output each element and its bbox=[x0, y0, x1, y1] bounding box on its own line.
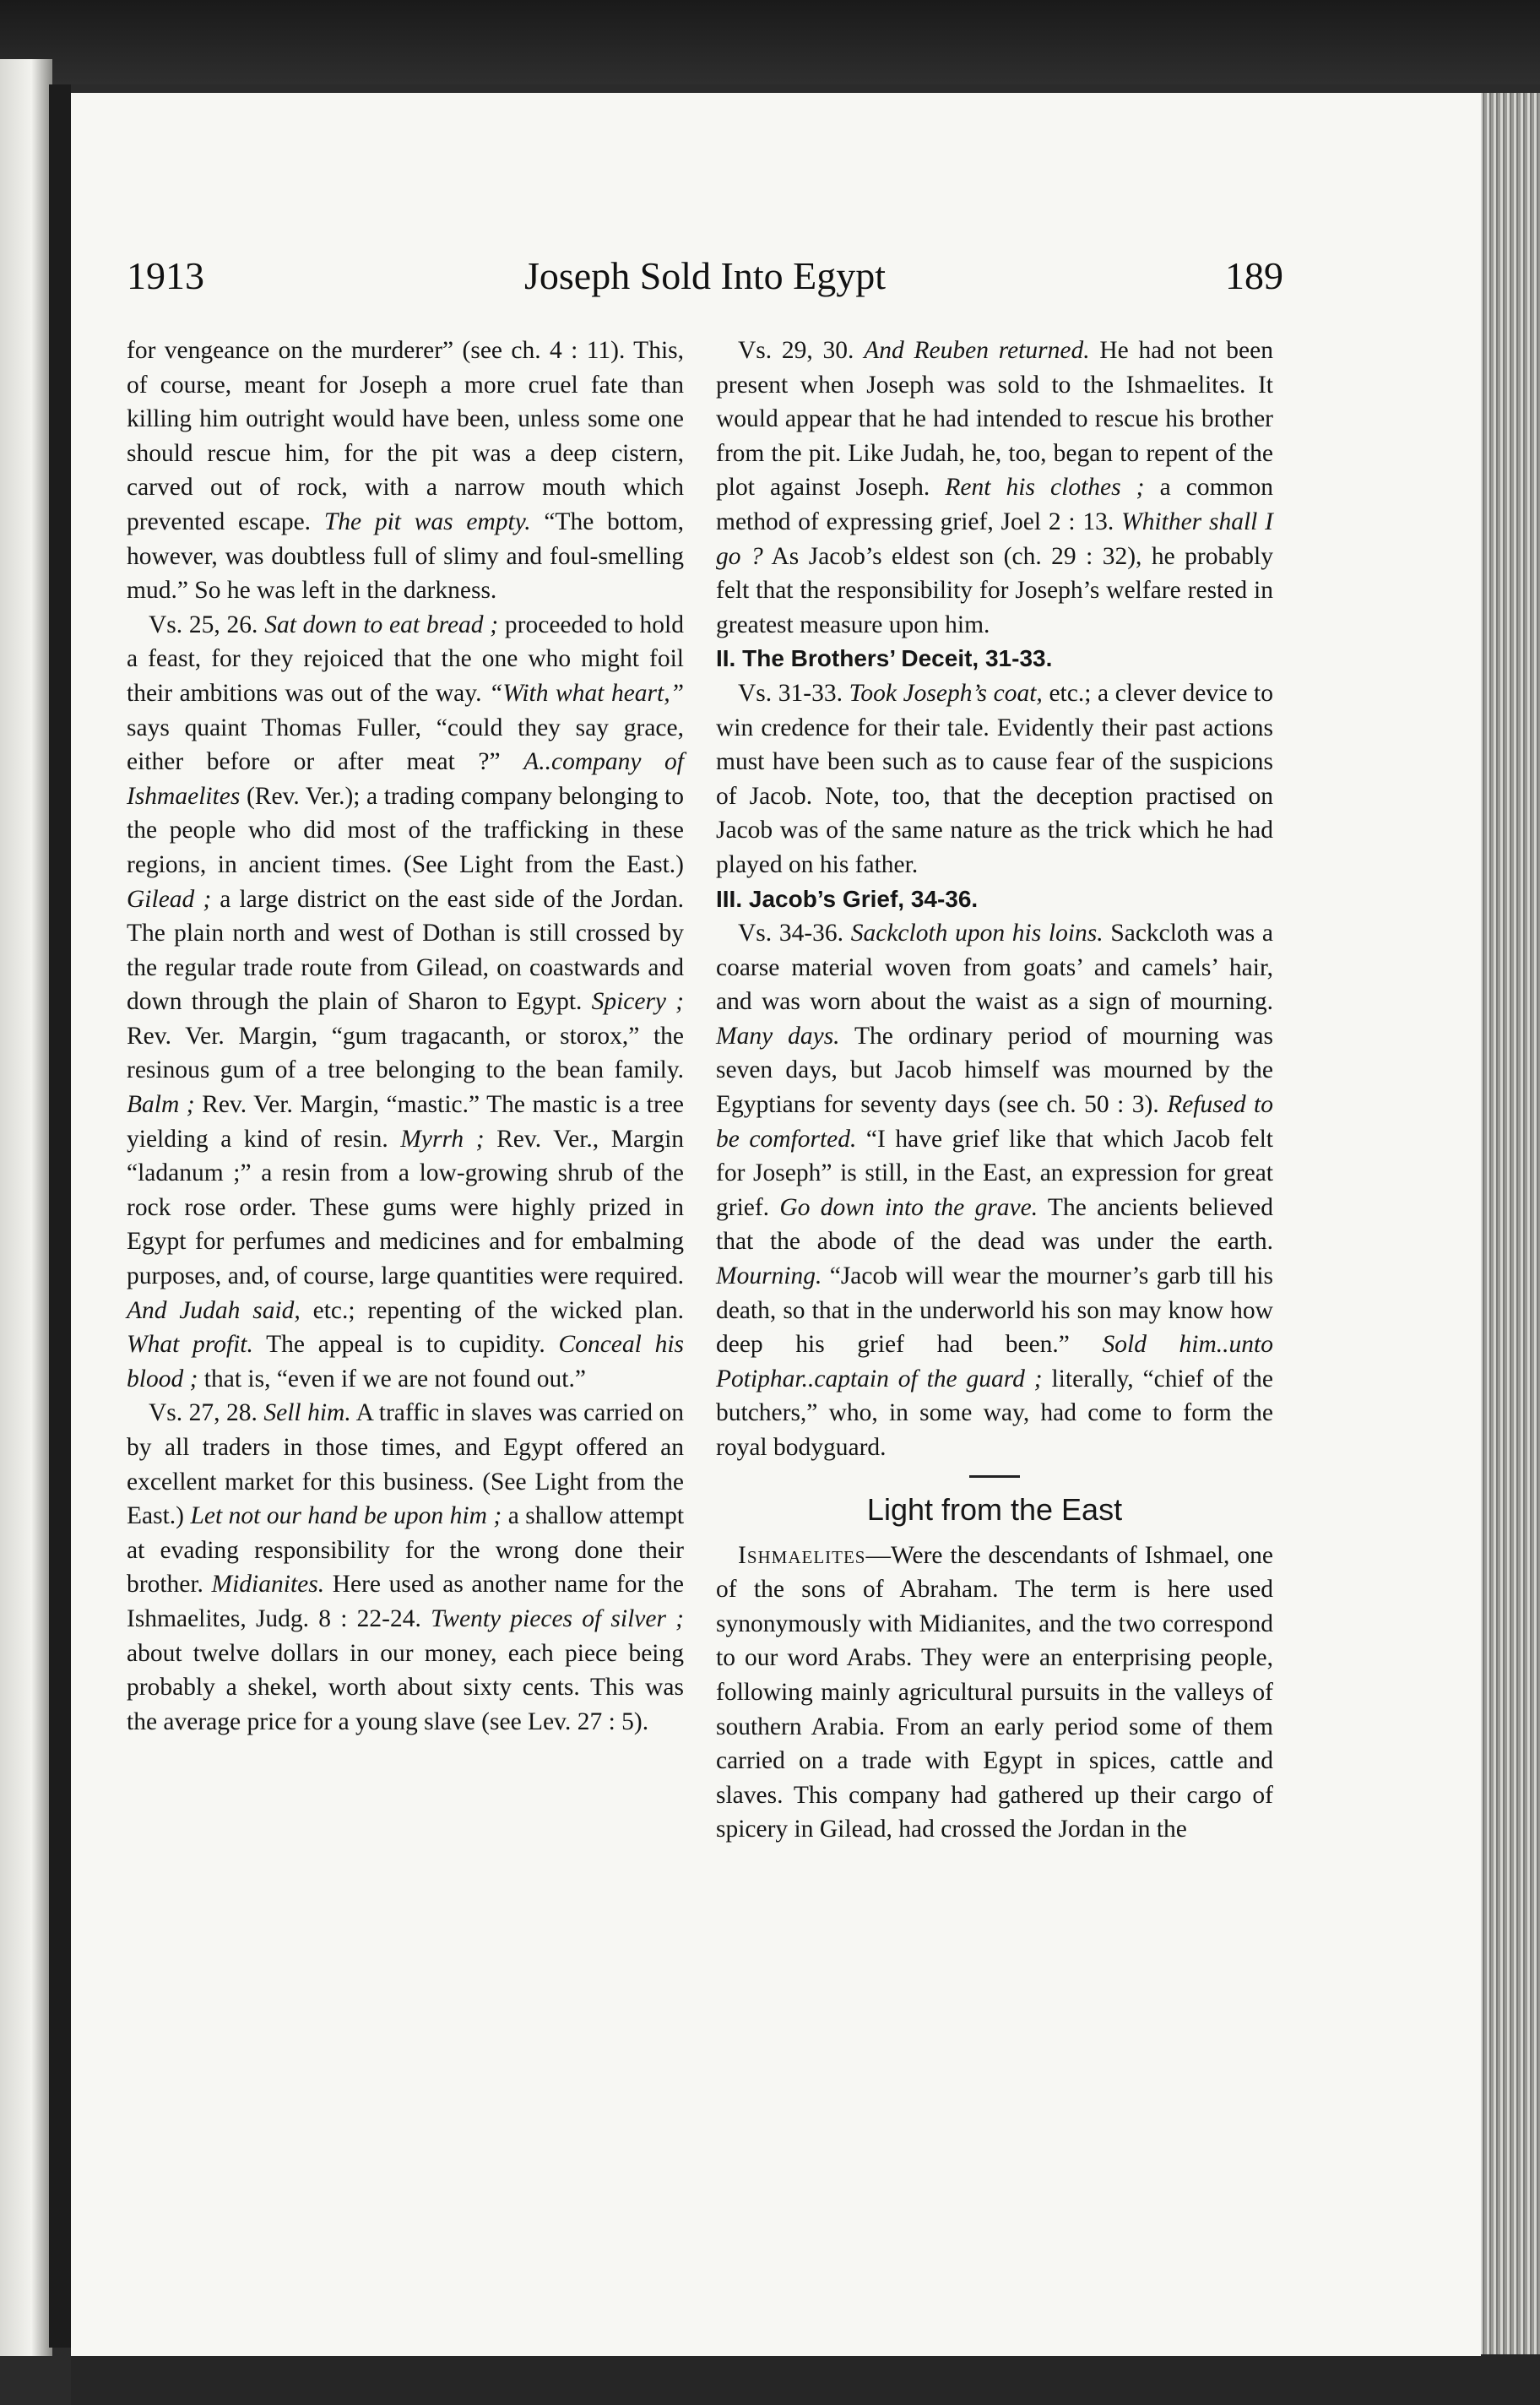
page-title: Joseph Sold Into Egypt bbox=[523, 254, 887, 297]
section-heading-brothers-deceit: II. The Brothers’ Deceit, 31-33. bbox=[716, 645, 1053, 672]
paragraph-vs-34-36: Vs. 34-36. Sackcloth upon his loins. Sackcloth was a coarse material woven from goats’ and camels’ hair, and was worn about the waist as a sign of mourning. Many days. The ordinary period of mourning was seven days, but Jacob himself was mourned by the Egyptians for seventy days (see ch. 50 : 3). Refused to be comforted. “I have grief like that which Jacob felt for Joseph” is still, in the East, an expression for great grief. Go down into the grave. The ancients believed that the abode of the dead was under the earth. Mourning. “Jacob will wear the mourner’s garb till his death, so that in the underworld his son may know how deep his grief had been.” Sold him..unto Potiphar..captain of the guard ; literally, “chief of the butchers,” who, in some way, had come to form the royal bodyguard. bbox=[716, 920, 1274, 1461]
section-heading-jacobs-grief: III. Jacob’s Grief, 34-36. bbox=[716, 885, 979, 912]
section-title-light-from-the-east: Light from the East bbox=[866, 1491, 1123, 1527]
scan-background-bottom bbox=[71, 2354, 1540, 2405]
running-header bbox=[127, 253, 1283, 312]
header-year: 1913 bbox=[127, 254, 204, 297]
paragraph-vs-29-30: Vs. 29, 30. And Reuben returned. He had not been present when Joseph was sold to the Ishmaelites. It would appear that he had intended to rescue his brother from the pit. Like Judah, he, too, began to repent of the plot against Joseph. Rent his clothes ; a common method of expressing grief, Joel 2 : 13. Whither shall I go ? As Jacob’s eldest son (ch. 29 : 32), he probably felt that the responsibility for Joseph’s welfare rested in greatest measure upon him. bbox=[716, 337, 1274, 638]
left-column bbox=[127, 334, 684, 1739]
scan-background-top bbox=[0, 0, 1540, 84]
book-gutter-shadow bbox=[49, 84, 71, 2348]
paragraph-vs-27-28: Vs. 27, 28. Sell him. A traffic in slaves was carried on by all traders in those times, and Egypt offered an excellent market for this business. (See Light from the East.) Let not our hand be upon him ; a shallow attempt at evading responsibility for the wrong done their brother. Midianites. Here used as another name for the Ishmaelites, Judg. 8 : 22-24. Twenty pieces of silver ; about twelve dollars in our money, each piece being probably a shekel, worth about sixty cents. This was the average price for a young slave (see Lev. 27 : 5). bbox=[127, 1399, 685, 1735]
paragraph-vs-31-33: Vs. 31-33. Took Joseph’s coat, etc.; a clever device to win credence for their tale. Evidently their past actions must have been such as to cause fear of the suspicions of Jacob. Note, too, that the deception practised on Jacob was of the same nature as the trick which he had played on his father. bbox=[716, 679, 1274, 878]
paragraph-ishmaelites: Ishmaelites—Were the descendants of Ishmael, one of the sons of Abraham. The term is here used synonymously with Midianites, and the two correspond to our word Arabs. They were an enterprising people, following mainly agricultural pursuits in the valleys of southern Arabia. From an early period some of them carried on a trade with Egypt in spices, cattle and slaves. This company had gathered up their cargo of spicery in Gilead, had crossed the Jordan in the bbox=[716, 1541, 1273, 1843]
paragraph-vs-25-26: Vs. 25, 26. Sat down to eat bread ; proceeded to hold a feast, for they rejoiced that the one who might foil their ambitions was out of the way. “With what heart,” says quaint Thomas Fuller, “could they say grace, either before or after meat ?” A..company of Ishmaelites (Rev. Ver.); a trading company belonging to the people who did most of the trafficking in these regions, in ancient times. (See Light from the East.) Gilead ; a large district on the east side of the Jordan. The plain north and west of Dothan is still crossed by the regular trade route from Gilead, on coastwards and down through the plain of Sharon to Egypt. Spicery ; Rev. Ver. Margin, “gum tragacanth, or storox,” the resinous gum of a tree belonging to the bean family. Balm ; Rev. Ver. Margin, “mastic.” The mastic is a tree yielding a kind of resin. Myrrh ; Rev. Ver., Margin “ladanum ;” a resin from a low-growing shrub of the rock rose order. These gums were highly prized in Egypt for perfumes and medicines and for embalming purposes, and, of course, large quantities were required. And Judah said, etc.; repenting of the wicked plan. What profit. The appeal is to cupidity. Conceal his blood ; that is, “even if we are not found out.” bbox=[127, 611, 685, 1393]
page-number: 189 bbox=[1225, 254, 1283, 297]
previous-page-edge bbox=[0, 59, 52, 2356]
page-edges-stack bbox=[1478, 93, 1540, 2373]
paragraph-continuation: for vengeance on the murderer” (see ch. 4 : 11). This, of course, meant for Joseph a more cruel fate than killing him outright would have been, unless some one should rescue him, for the pit was a deep cistern, carved out of rock, with a narrow mouth which prevented escape. The pit was empty. “The bottom, however, was doubtless full of slimy and foul-smelling mud.” So he was left in the darkness. bbox=[127, 337, 685, 605]
section-divider bbox=[969, 1475, 1020, 1478]
right-column bbox=[716, 334, 1273, 1847]
